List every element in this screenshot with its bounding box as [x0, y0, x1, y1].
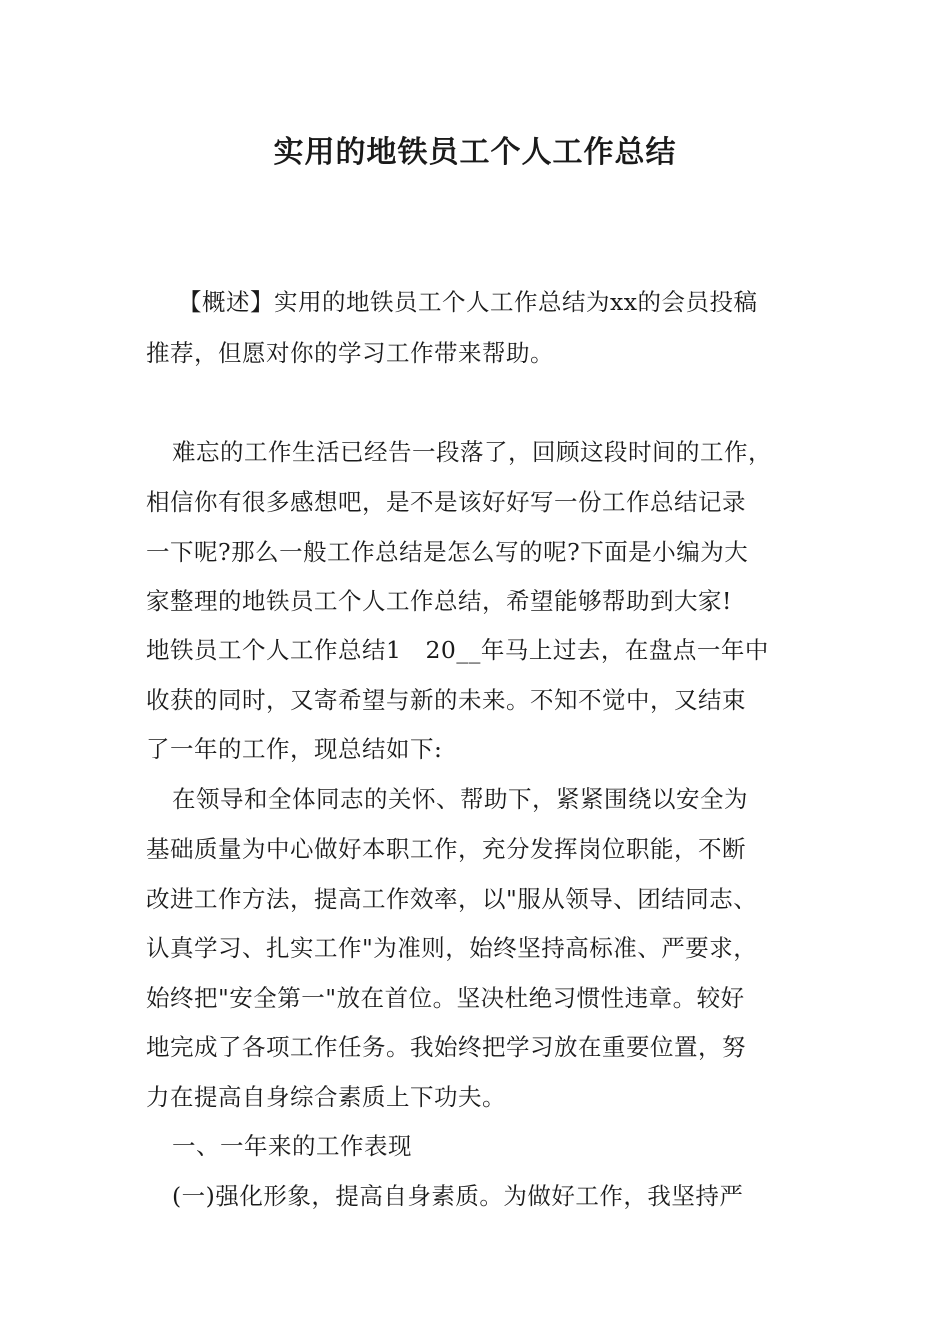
body-line-1: 难忘的工作生活已经告一段落了，回顾这段时间的工作， [172, 438, 772, 466]
body-line-2: 相信你有很多感想吧，是不是该好好写一份工作总结记录 [146, 488, 746, 516]
body-line-10: 改进工作方法，提高工作效率，以"服从领导、团结同志、 [146, 885, 758, 913]
body-line-14: 力在提高自身综合素质上下功夫。 [146, 1083, 506, 1111]
body-line-9: 基础质量为中心做好本职工作，充分发挥岗位职能，不断 [146, 835, 746, 863]
body-line-15: (一)强化形象，提高自身素质。为做好工作，我坚持严 [172, 1182, 744, 1210]
body-line-4: 家整理的地铁员工个人工作总结，希望能够帮助到大家! [146, 587, 732, 615]
body-line-3: 一下呢?那么一般工作总结是怎么写的呢?下面是小编为大 [146, 538, 749, 566]
abstract-line-1: 【概述】实用的地铁员工个人工作总结为xx的会员投稿 [178, 288, 758, 316]
body-line-13: 地完成了各项工作任务。我始终把学习放在重要位置，努 [146, 1033, 746, 1061]
document-title: 实用的地铁员工个人工作总结 [273, 135, 677, 170]
body-line-6: 收获的同时，又寄希望与新的未来。不知不觉中，又结束 [146, 686, 746, 714]
body-line-5: 地铁员工个人工作总结1 20__年马上过去，在盘点一年中 [146, 636, 769, 664]
body-line-7: 了一年的工作，现总结如下: [146, 735, 443, 763]
body-line-8: 在领导和全体同志的关怀、帮助下，紧紧围绕以安全为 [172, 785, 748, 813]
section-heading: 一、一年来的工作表现 [172, 1132, 412, 1160]
abstract-line-2: 推荐，但愿对你的学习工作带来帮助。 [146, 339, 554, 367]
body-line-12: 始终把"安全第一"放在首位。坚决杜绝习惯性违章。较好 [146, 984, 745, 1012]
body-line-11: 认真学习、扎实工作"为准则，始终坚持高标准、严要求， [146, 934, 758, 962]
